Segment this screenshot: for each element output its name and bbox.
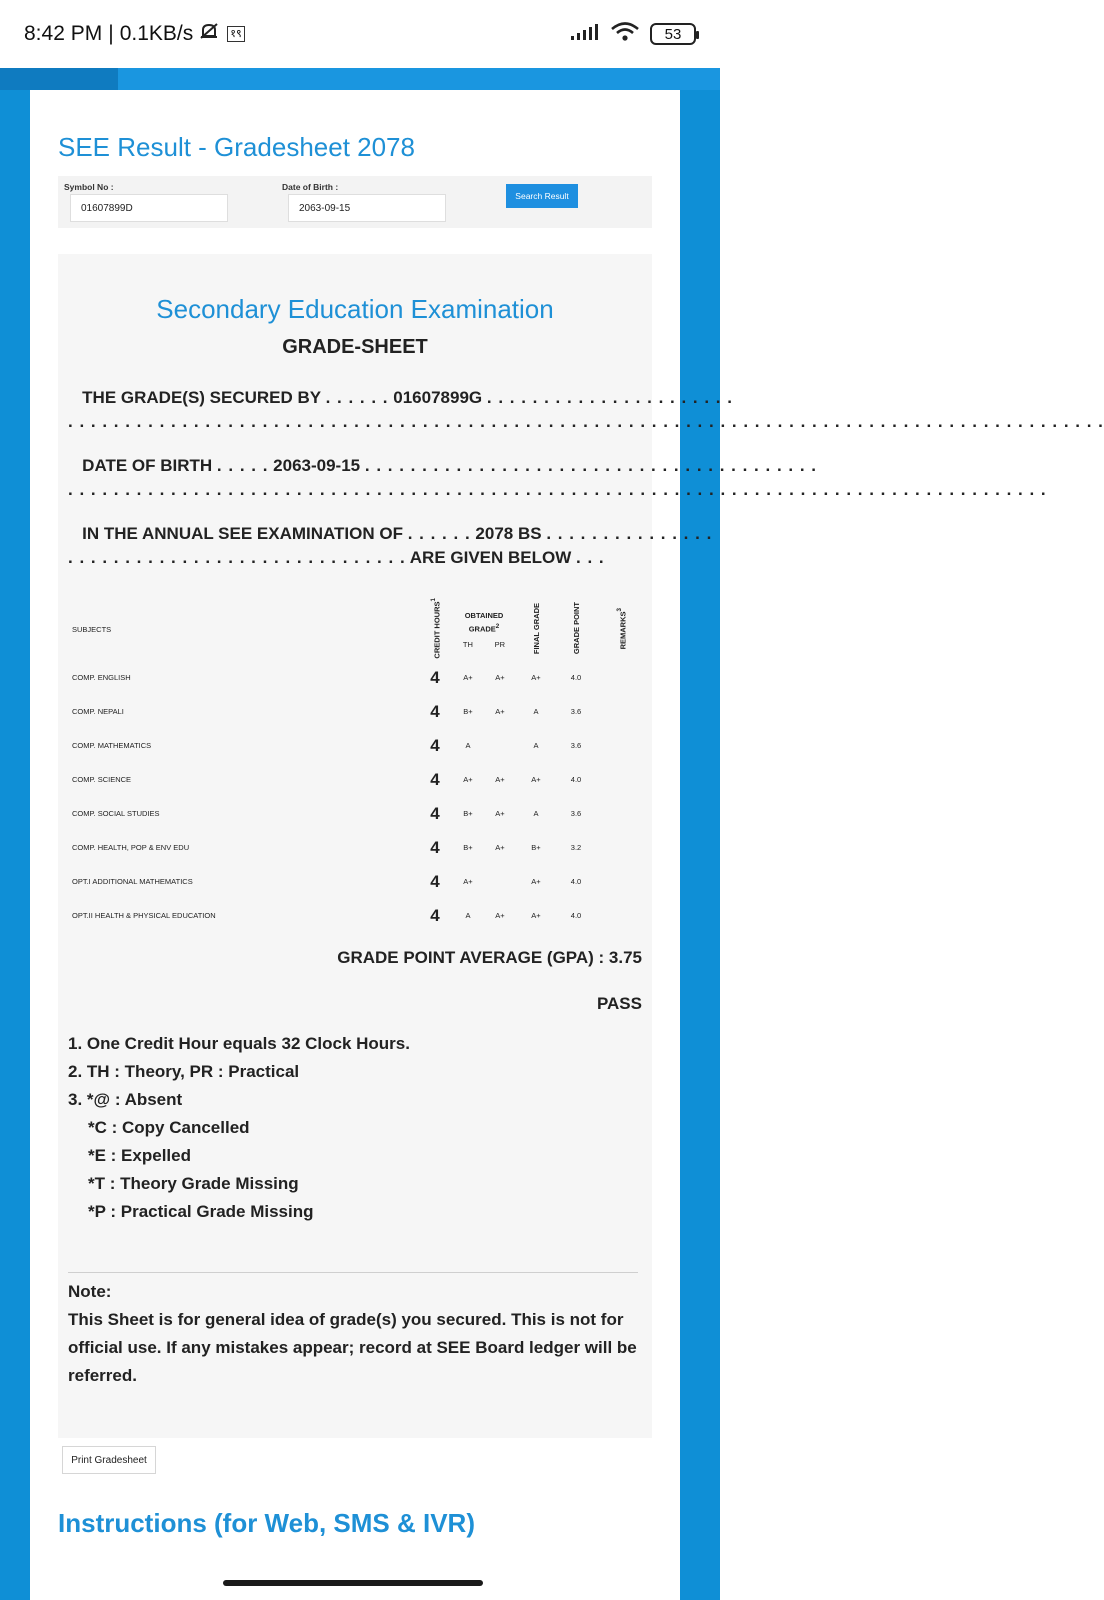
footnote-item: 1. One Credit Hour equals 32 Clock Hours.	[68, 1034, 410, 1053]
subject-cell: COMP. MATHEMATICS	[72, 741, 152, 751]
credit-hours-cell: 4	[430, 667, 440, 687]
table-row	[68, 729, 646, 763]
grade-point-cell: 3.6	[570, 741, 582, 751]
header-final-grade	[516, 598, 556, 661]
remarks-cell	[596, 865, 646, 899]
symbol-no-label: Symbol No :	[64, 182, 114, 192]
th-grade: B+	[463, 843, 473, 853]
grades-table	[68, 598, 646, 933]
credit-hours-cell: 4	[430, 837, 440, 857]
dob-label: Date of Birth :	[282, 182, 339, 192]
remarks-cell	[596, 831, 646, 865]
credit-hours-cell: 4	[430, 905, 440, 925]
final-grade-cell: B+	[531, 843, 541, 853]
status-left	[24, 22, 245, 46]
grade-point-cell: 4.0	[570, 673, 582, 683]
instructions-heading: Instructions (for Web, SMS & IVR)	[58, 1508, 475, 1538]
status-separator: |	[108, 22, 114, 45]
obtained-grade-cell	[452, 831, 516, 865]
final-grade-cell: A+	[531, 911, 541, 921]
exam-label: IN THE ANNUAL SEE EXAMINATION OF	[82, 524, 403, 543]
table-row	[68, 831, 646, 865]
note-title: Note:	[68, 1282, 112, 1301]
note-body: This Sheet is for general idea of grade(s) you secured. This is not for official use. If any mistakes appear; record at SEE Board ledger will be referred.	[68, 1310, 637, 1385]
header-subjects: SUBJECTS	[72, 624, 112, 634]
obtained-grade-cell	[452, 865, 516, 899]
header-credit-sup: 1	[429, 598, 437, 602]
pr-grade: A+	[495, 809, 505, 819]
final-grade-cell: A	[533, 809, 539, 819]
secured-by-value: 01607899G	[393, 388, 483, 407]
note-divider	[68, 1272, 638, 1273]
table-header-row	[68, 598, 646, 661]
search-result-button[interactable]: Search Result	[506, 184, 578, 208]
symbol-no-input[interactable]: 01607899D	[70, 194, 228, 222]
remarks-cell	[596, 729, 646, 763]
th-grade: A+	[463, 775, 473, 785]
credit-hours-cell: 4	[430, 701, 440, 721]
th-grade: A	[465, 741, 471, 751]
secured-by-label: THE GRADE(S) SECURED BY	[82, 388, 321, 407]
header-credit-hours	[418, 598, 452, 661]
gpa-text: GRADE POINT AVERAGE (GPA) : 3.75	[337, 948, 642, 967]
header-final-grade-label: FINAL GRADE	[531, 602, 541, 654]
grade-point-cell: 4.0	[570, 877, 582, 887]
table-row	[68, 899, 646, 933]
table-row	[68, 695, 646, 729]
credit-hours-cell: 4	[430, 769, 440, 789]
footnote-item: 3. *@ : Absent	[68, 1090, 183, 1109]
footnote-item: *P : Practical Grade Missing	[88, 1202, 314, 1221]
footnotes	[68, 1030, 410, 1226]
final-grade-cell: A+	[531, 775, 541, 785]
credit-hours-cell: 4	[430, 871, 440, 891]
header-grade-sup: 2	[495, 622, 500, 630]
grade-point-cell: 3.2	[570, 843, 582, 853]
pr-grade: A+	[495, 843, 505, 853]
subject-cell: COMP. SCIENCE	[72, 775, 132, 785]
grade-point-cell: 4.0	[570, 911, 582, 921]
obtained-grade-cell	[452, 899, 516, 933]
top-nav-bar	[0, 68, 720, 90]
grade-point-cell: 4.0	[570, 775, 582, 785]
gesture-nav-bar[interactable]	[223, 1580, 483, 1586]
given-below-label: ARE GIVEN BELOW	[409, 548, 572, 567]
subject-cell: COMP. ENGLISH	[72, 673, 131, 683]
obtained-grade-cell	[452, 763, 516, 797]
search-form	[58, 176, 652, 228]
remarks-cell	[596, 797, 646, 831]
footnote-item: 2. TH : Theory, PR : Practical	[68, 1062, 300, 1081]
subject-cell: COMP. HEALTH, POP & ENV EDU	[72, 843, 190, 853]
subject-cell: OPT.II HEALTH & PHYSICAL EDUCATION	[72, 911, 216, 921]
pr-grade: A+	[495, 707, 505, 717]
pr-grade	[491, 741, 509, 750]
header-th: TH	[462, 640, 473, 650]
header-grade-point-label: GRADE POINT	[571, 602, 581, 655]
th-grade: A	[465, 911, 471, 921]
status-time: 8:42 PM	[24, 22, 103, 45]
page-title: SEE Result - Gradesheet 2078	[58, 132, 415, 162]
header-remarks-sup: 3	[615, 607, 623, 612]
final-grade-cell: A	[533, 707, 539, 717]
th-grade: A+	[463, 673, 473, 683]
subject-cell: COMP. SOCIAL STUDIES	[72, 809, 160, 819]
exam-line: IN THE ANNUAL SEE EXAMINATION OF . . . . . . 2078 BS . . . . . . . . . . . . . . . . . . . . . . . . . . . . . . . . . . . . . . . . . . . . . ARE GIVEN BELOW . . .	[68, 524, 713, 567]
obtained-grade-cell	[452, 729, 516, 763]
wifi-icon	[610, 22, 640, 47]
table-row	[68, 661, 646, 695]
final-grade-cell: A	[533, 741, 539, 751]
secured-by-line: THE GRADE(S) SECURED BY . . . . . . 01607899G . . . . . . . . . . . . . . . . . . . . . . . . . . . . . . . . . . . . . . . . . . . . . . . . . . . . . . . . . . . . . . . . . . . . . . . . . . . . . . . . . . . . . . . . . . . . . . . . . . . . . . . . . . . . . . . . .	[68, 388, 1104, 431]
header-credit-hours-label: CREDIT HOURS	[432, 601, 442, 659]
sheet-subheading: GRADE-SHEET	[282, 336, 428, 358]
obtained-grade-cell	[452, 695, 516, 729]
header-grade-point	[556, 598, 596, 661]
alarm-off-icon	[199, 22, 221, 46]
pr-grade	[491, 877, 509, 886]
print-gradesheet-button[interactable]: Print Gradesheet	[62, 1446, 156, 1474]
obtained-grade-cell	[452, 661, 516, 695]
th-grade: B+	[463, 809, 473, 819]
obtained-grade-cell	[452, 797, 516, 831]
header-obtained-grade	[452, 598, 516, 661]
table-row	[68, 865, 646, 899]
browser-frame	[0, 68, 1104, 1600]
final-grade-cell: A+	[531, 877, 541, 887]
footnote-item: *T : Theory Grade Missing	[88, 1174, 299, 1193]
pr-grade: A+	[495, 775, 505, 785]
status-bar	[0, 0, 720, 68]
top-nav-active-tab[interactable]	[0, 68, 118, 90]
status-network-speed: 0.1KB/s	[119, 22, 194, 45]
th-grade: B+	[463, 707, 473, 717]
footnote-item: *C : Copy Cancelled	[88, 1118, 250, 1137]
grade-point-cell: 3.6	[570, 809, 582, 819]
header-remarks-label: REMARKS	[618, 611, 628, 649]
th-grade: A+	[463, 877, 473, 887]
grade-sheet	[58, 254, 1104, 1438]
table-row	[68, 797, 646, 831]
result-text: PASS	[596, 994, 642, 1013]
sheet-heading: Secondary Education Examination	[156, 294, 554, 324]
exam-value: 2078 BS	[475, 524, 542, 543]
page-container	[30, 90, 1104, 1600]
subject-cell: OPT.I ADDITIONAL MATHEMATICS	[72, 877, 193, 887]
remarks-cell	[596, 763, 646, 797]
dob-line: DATE OF BIRTH . . . . . 2063-09-15 . . . . . . . . . . . . . . . . . . . . . . . . . . . . . . . . . . . . . . . . . . . . . . . . . . . . . . . . . . . . . . . . . . . . . . . . . . . . . . . . . . . . . . . . . . . . . . . . . . . . . . . . . . . . . . . . . . . . . . . . . . . . . .	[68, 456, 1047, 499]
dob-input[interactable]: 2063-09-15	[288, 194, 446, 222]
table-row	[68, 763, 646, 797]
grade-point-cell: 3.6	[570, 707, 582, 717]
final-grade-cell: A+	[531, 673, 541, 683]
sheet-dob-label: DATE OF BIRTH	[82, 456, 213, 475]
pr-grade: A+	[495, 673, 505, 683]
credit-hours-cell: 4	[430, 735, 440, 755]
header-remarks	[596, 598, 646, 661]
grades-body	[68, 661, 646, 933]
battery-icon: 53	[650, 23, 696, 45]
signal-icon	[570, 23, 600, 46]
status-right	[570, 22, 696, 47]
sheet-dob-value: 2063-09-15	[273, 456, 361, 475]
notification-indicator: १९	[227, 26, 244, 42]
remarks-cell	[596, 661, 646, 695]
pr-grade: A+	[495, 911, 505, 921]
header-obtained-grade-label: OBTAINED GRADE	[464, 610, 504, 634]
remarks-cell	[596, 899, 646, 933]
subject-cell: COMP. NEPALI	[72, 707, 124, 717]
header-pr: PR	[494, 640, 506, 650]
footnote-item: *E : Expelled	[88, 1146, 191, 1165]
remarks-cell	[596, 695, 646, 729]
credit-hours-cell: 4	[430, 803, 440, 823]
